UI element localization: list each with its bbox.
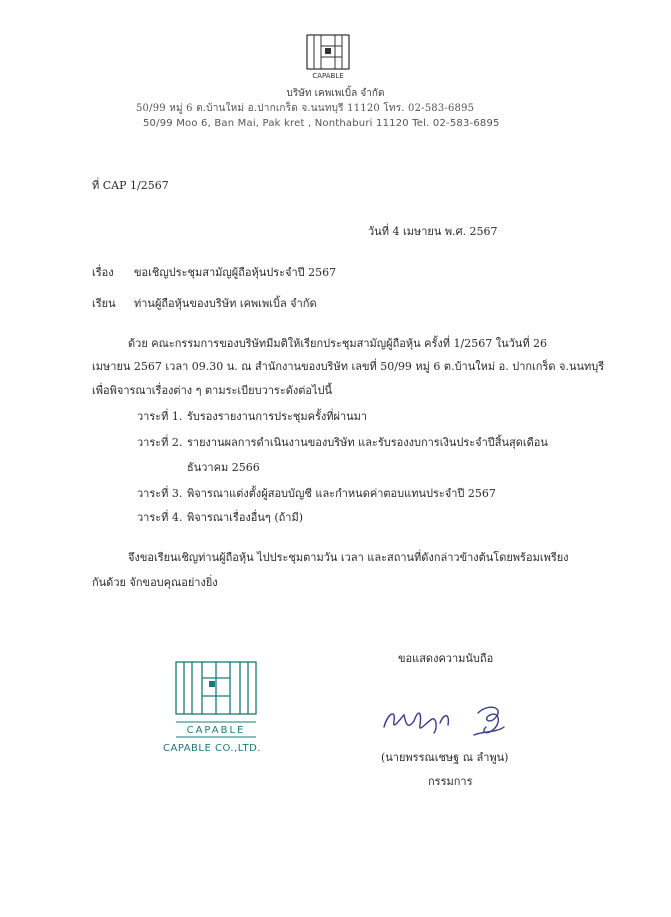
company-address-en: 50/99 Moo 6, Ban Mai, Pak kret , Nonthaburi 11120 Tel. 02-583-6895 [143,118,500,129]
subject-text: ขอเชิญประชุมสามัญผู้ถือหุ้นประจำปี 2567 [134,266,337,279]
signer-title: กรรมการ [428,775,473,788]
agenda-label: วาระที่ 1. [137,410,183,423]
agenda-text: พิจารณาแต่งตั้งผู้สอบบัญชี และกำหนดค่าตอบแทนประจำปี 2567 [187,487,496,500]
subject-label: เรื่อง [92,266,114,279]
agenda-text: รายงานผลการดำเนินงานของบริษัท และรับรองงบการเงินประจำปีสิ้นสุดเดือน [187,436,548,449]
letter-date: วันที่ 4 เมษายน พ.ศ. 2567 [368,225,498,238]
agenda-text: พิจารณาเรื่องอื่นๆ (ถ้ามี) [187,511,304,524]
agenda-label: วาระที่ 4. [137,511,183,524]
agenda-label: วาระที่ 2. [137,436,183,449]
company-stamp [172,660,260,754]
agenda-text-continued: ธันวาคม 2566 [187,461,260,474]
company-name: บริษัท เคพเพเบิ้ล จำกัด [286,88,385,99]
body-line: ด้วย คณะกรรมการของบริษัทมีมติให้เรียกประชุมสามัญผู้ถือหุ้น ครั้งที่ 1/2567 ในวันที่ 26 [128,337,548,350]
stamp-logo-text: CAPABLE [186,725,246,736]
reference-number: ที่ CAP 1/2567 [92,179,169,192]
company-logo [306,34,350,80]
regards-text: ขอแสดงความนับถือ [398,652,494,665]
company-address-th: 50/99 หมู่ 6 ต.บ้านใหม่ อ.ปากเกร็ด จ.นนทบุรี 11120 โทร. 02-583-6895 [136,103,475,114]
stamp-company-name: CAPABLE CO.,LTD. [163,743,261,754]
recipient-text: ท่านผู้ถือหุ้นของบริษัท เคพเพเบิ้ล จำกัด [134,297,317,310]
recipient-label: เรียน [92,297,116,310]
body-line: เมษายน 2567 เวลา 09.30 น. ณ สำนักงานของบริษัท เลขที่ 50/99 หมู่ 6 ต.บ้านใหม่ อ. ปากเกร็ด จ.นนทบุรี [92,360,605,373]
signature [378,699,528,743]
closing-line: จึงขอเรียนเชิญท่านผู้ถือหุ้น ไปประชุมตามวัน เวลา และสถานที่ดังกล่าวข้างต้นโดยพร้อมเพรียง [128,551,569,564]
body-line: เพื่อพิจารณาเรื่องต่าง ๆ ตามระเบียบวาระดังต่อไปนี้ [92,384,333,397]
signer-name: (นายพรรณเชษฐ ณ ลำพูน) [381,751,509,764]
agenda-text: รับรองรายงานการประชุมครั้งที่ผ่านมา [187,410,368,423]
closing-line: กันด้วย จักขอบคุณอย่างยิ่ง [92,576,218,589]
agenda-label: วาระที่ 3. [137,487,183,500]
logo-text: CAPABLE [312,72,344,80]
